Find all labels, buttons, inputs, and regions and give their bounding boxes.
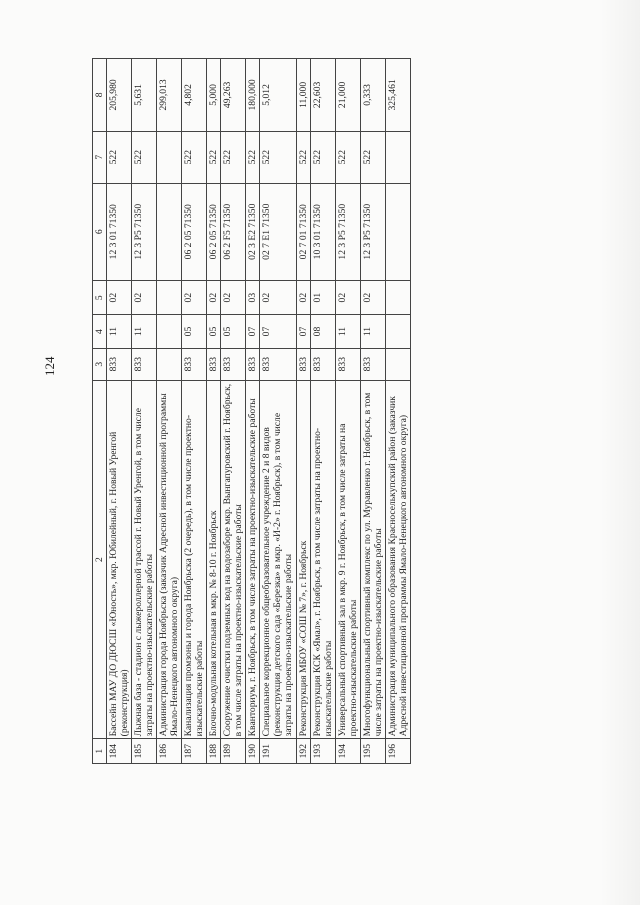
target-article-cell: 12 3 P5 71350 bbox=[132, 183, 157, 280]
section-cell: 08 bbox=[310, 315, 335, 348]
amount-cell: 299,013 bbox=[157, 59, 182, 132]
expense-type-cell: 522 bbox=[207, 131, 221, 183]
table-row bbox=[182, 59, 207, 764]
table-row bbox=[132, 59, 157, 764]
section-cell: 05 bbox=[221, 315, 246, 348]
header-cell: 5 bbox=[93, 280, 107, 315]
ministry-code-cell: 833 bbox=[221, 348, 246, 380]
amount-cell: 5,000 bbox=[207, 59, 221, 132]
row-number-cell: 196 bbox=[385, 739, 410, 764]
row-number-cell: 186 bbox=[157, 739, 182, 764]
table-row bbox=[246, 59, 260, 764]
row-number-cell: 195 bbox=[360, 739, 385, 764]
object-name-cell: Многофункциональный спортивный комплекс по ул. Муравленко г. Ноябрьск, в том числе затраты на проектно-изыскательские работы bbox=[360, 380, 385, 739]
section-cell: 05 bbox=[207, 315, 221, 348]
expense-type-cell: 522 bbox=[132, 131, 157, 183]
ministry-code-cell: 833 bbox=[207, 348, 221, 380]
subsection-cell bbox=[385, 280, 410, 315]
section-cell bbox=[385, 315, 410, 348]
object-name-cell: Универсальный спортивный зал в мкр. 9 г. Ноябрьск, в том числе затраты на проектно-изыскательские работы bbox=[335, 380, 360, 739]
table-row bbox=[310, 59, 335, 764]
table-row bbox=[221, 59, 246, 764]
section-cell: 05 bbox=[182, 315, 207, 348]
amount-cell: 205,980 bbox=[107, 59, 132, 132]
row-number-cell: 185 bbox=[132, 739, 157, 764]
object-name-cell: Лыжная база - стадион с лыжероллерной трассой г. Новый Уренгой, в том числе затраты на проектно-изыскательские работы bbox=[132, 380, 157, 739]
object-name-cell: Администрация муниципального образования Красноселькупский район (заказчик Адресной инвестиционной программы Ямало-Ненецкого автономного округа) bbox=[385, 380, 410, 739]
ministry-code-cell bbox=[157, 348, 182, 380]
object-name-cell: Бассейн МАУ ДО ДЮСШ «Юность», мкр. Юбилейный, г. Новый Уренгой (реконструкция) bbox=[107, 380, 132, 739]
target-article-cell: 10 3 01 71350 bbox=[310, 183, 335, 280]
subsection-cell: 02 bbox=[107, 280, 132, 315]
row-number-cell: 189 bbox=[221, 739, 246, 764]
expense-type-cell bbox=[385, 131, 410, 183]
section-cell bbox=[157, 315, 182, 348]
target-article-cell: 12 3 P5 71350 bbox=[360, 183, 385, 280]
ministry-code-cell: 833 bbox=[132, 348, 157, 380]
amount-cell: 0,333 bbox=[360, 59, 385, 132]
expense-type-cell: 522 bbox=[182, 131, 207, 183]
amount-cell: 21,000 bbox=[335, 59, 360, 132]
ministry-code-cell: 833 bbox=[296, 348, 310, 380]
ministry-code-cell: 833 bbox=[310, 348, 335, 380]
object-name-cell: Реконструкция МБОУ «СОШ № 7», г. Ноябрьск bbox=[296, 380, 310, 739]
subsection-cell: 02 bbox=[221, 280, 246, 315]
amount-cell: 5,631 bbox=[132, 59, 157, 132]
subsection-cell: 03 bbox=[246, 280, 260, 315]
target-article-cell: 12 3 01 71350 bbox=[107, 183, 132, 280]
table-row bbox=[335, 59, 360, 764]
ministry-code-cell: 833 bbox=[246, 348, 260, 380]
header-cell: 4 bbox=[93, 315, 107, 348]
object-name-cell: Сооружение очистки подземных вод на водозаборе мкр. Вынгапуровский г. Ноябрьск, в том числе затраты на проектно-изыскательские работы bbox=[221, 380, 246, 739]
budget-table bbox=[92, 58, 411, 764]
amount-cell: 180,000 bbox=[246, 59, 260, 132]
object-name-cell: Администрация города Ноябрьска (заказчик Адресной инвестиционной программы Ямало-Ненецкого автономного округа) bbox=[157, 380, 182, 739]
subsection-cell: 01 bbox=[310, 280, 335, 315]
target-article-cell: 02 3 E2 71350 bbox=[246, 183, 260, 280]
amount-cell: 4,802 bbox=[182, 59, 207, 132]
target-article-cell: 06 2 05 71350 bbox=[207, 183, 221, 280]
row-number-cell: 192 bbox=[296, 739, 310, 764]
table-row bbox=[385, 59, 410, 764]
table-row bbox=[107, 59, 132, 764]
page-number: 124 bbox=[42, 356, 57, 376]
row-number-cell: 194 bbox=[335, 739, 360, 764]
row-number-cell: 190 bbox=[246, 739, 260, 764]
expense-type-cell bbox=[157, 131, 182, 183]
subsection-cell: 02 bbox=[260, 280, 296, 315]
expense-type-cell: 522 bbox=[296, 131, 310, 183]
section-cell: 11 bbox=[335, 315, 360, 348]
target-article-cell: 12 3 P5 71350 bbox=[335, 183, 360, 280]
section-cell: 11 bbox=[360, 315, 385, 348]
section-cell: 07 bbox=[246, 315, 260, 348]
subsection-cell: 02 bbox=[132, 280, 157, 315]
table-row bbox=[260, 59, 296, 764]
target-article-cell: 06 2 05 71350 bbox=[182, 183, 207, 280]
amount-cell: 49,263 bbox=[221, 59, 246, 132]
ministry-code-cell: 833 bbox=[107, 348, 132, 380]
ministry-code-cell: 833 bbox=[335, 348, 360, 380]
header-cell: 3 bbox=[93, 348, 107, 380]
expense-type-cell: 522 bbox=[107, 131, 132, 183]
table-row bbox=[157, 59, 182, 764]
target-article-cell: 02 7 01 71350 bbox=[296, 183, 310, 280]
header-cell: 8 bbox=[93, 59, 107, 132]
rotated-table-container bbox=[92, 58, 614, 764]
amount-cell: 22,603 bbox=[310, 59, 335, 132]
section-cell: 07 bbox=[260, 315, 296, 348]
subsection-cell: 02 bbox=[296, 280, 310, 315]
subsection-cell: 02 bbox=[207, 280, 221, 315]
table-header-row bbox=[93, 59, 107, 764]
section-cell: 11 bbox=[132, 315, 157, 348]
section-cell: 07 bbox=[296, 315, 310, 348]
amount-cell: 5,012 bbox=[260, 59, 296, 132]
ministry-code-cell: 833 bbox=[260, 348, 296, 380]
table-row bbox=[360, 59, 385, 764]
object-name-cell: Блочно-модульная котельная в мкр. № 8-10 г. Ноябрьск bbox=[207, 380, 221, 739]
expense-type-cell: 522 bbox=[335, 131, 360, 183]
amount-cell: 11,000 bbox=[296, 59, 310, 132]
subsection-cell: 02 bbox=[182, 280, 207, 315]
subsection-cell: 02 bbox=[360, 280, 385, 315]
table-row bbox=[296, 59, 310, 764]
row-number-cell: 187 bbox=[182, 739, 207, 764]
target-article-cell bbox=[157, 183, 182, 280]
object-name-cell: Реконструкция КСК «Ямал», г. Ноябрьск, в том числе затраты на проектно-изыскательские работы bbox=[310, 380, 335, 739]
subsection-cell: 02 bbox=[335, 280, 360, 315]
expense-type-cell: 522 bbox=[246, 131, 260, 183]
ministry-code-cell: 833 bbox=[182, 348, 207, 380]
scan-edge-shadow bbox=[600, 0, 640, 905]
header-cell: 7 bbox=[93, 131, 107, 183]
target-article-cell: 02 7 E1 71350 bbox=[260, 183, 296, 280]
ministry-code-cell: 833 bbox=[360, 348, 385, 380]
object-name-cell: Кванториум, г. Ноябрьск, в том числе затраты на проектно-изыскательские работы bbox=[246, 380, 260, 739]
expense-type-cell: 522 bbox=[360, 131, 385, 183]
expense-type-cell: 522 bbox=[221, 131, 246, 183]
target-article-cell bbox=[385, 183, 410, 280]
row-number-cell: 188 bbox=[207, 739, 221, 764]
section-cell: 11 bbox=[107, 315, 132, 348]
object-name-cell: Специальное коррекционное общеобразовательное учреждение 2 и 8 видов (реконструкция детского сада «Березка» в мкр. «И-2» г. Ноябрьск), в том числе затраты на проектно-изыскательские работы bbox=[260, 380, 296, 739]
expense-type-cell: 522 bbox=[260, 131, 296, 183]
row-number-cell: 184 bbox=[107, 739, 132, 764]
table-row bbox=[207, 59, 221, 764]
header-cell: 6 bbox=[93, 183, 107, 280]
header-cell: 2 bbox=[93, 380, 107, 739]
target-article-cell: 06 2 F5 71350 bbox=[221, 183, 246, 280]
header-cell: 1 bbox=[93, 739, 107, 764]
amount-cell: 325,461 bbox=[385, 59, 410, 132]
subsection-cell bbox=[157, 280, 182, 315]
object-name-cell: Канализация промзоны и города Ноябрьска (2 очередь), в том числе проектно- изыскательские работы bbox=[182, 380, 207, 739]
expense-type-cell: 522 bbox=[310, 131, 335, 183]
row-number-cell: 191 bbox=[260, 739, 296, 764]
row-number-cell: 193 bbox=[310, 739, 335, 764]
ministry-code-cell bbox=[385, 348, 410, 380]
